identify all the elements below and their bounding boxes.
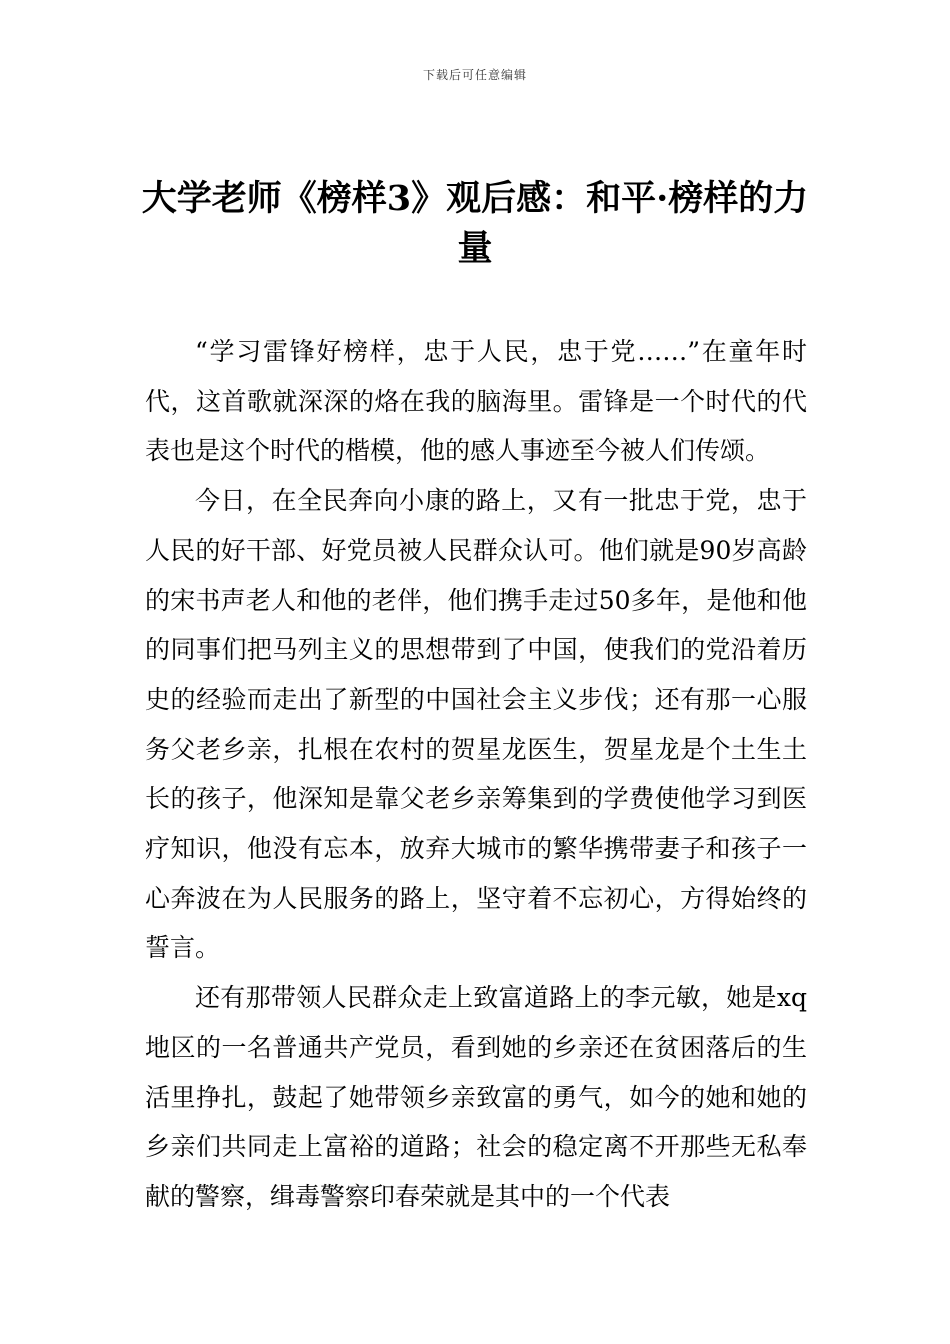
paragraph-2: 今日，在全民奔向小康的路上，又有一批忠于党，忠于人民的好干部、好党员被人民群众认可。他们就是90岁高龄的宋书声老人和他的老伴，他们携手走过50多年，是他和他的同事们把马列主义的思想带到了中国，使我们的党沿着历史的经验而走出了新型的中国社会主义步伐；还有那一心服务父老乡亲，扎根在农村的贺星龙医生，贺星龙是个土生土长的孩子，他深知是靠父老乡亲筹集到的学费使他学习到医疗知识，他没有忘本，放弃大城市的繁华携带妻子和孩子一心奔波在为人民服务的路上，坚守着不忘初心，方得始终的誓言。 — [145, 486, 807, 963]
document-title: 大学老师《榜样3》观后感：和平·榜样的力量 — [141, 178, 809, 269]
paragraph-3: 还有那带领人民群众走上致富道路上的李元敏，她是xq地区的一名普通共产党员，看到她的乡亲还在贫困落后的生活里挣扎，鼓起了她带领乡亲致富的勇气，如今的她和她的乡亲们共同走上富裕的道路；社会的稳定离不开那些无私奉献的警察，缉毒警察印春荣就是其中的一个代表 — [145, 983, 807, 1211]
document-body — [145, 327, 807, 1222]
header-note: 下载后可任意编辑 — [422, 68, 527, 82]
paragraph-1: “学习雷锋好榜样，忠于人民，忠于党……”在童年时代，这首歌就深深的烙在我的脑海里。雷锋是一个时代的代表也是这个时代的楷模，他的感人事迹至今被人们传颂。 — [145, 337, 807, 466]
